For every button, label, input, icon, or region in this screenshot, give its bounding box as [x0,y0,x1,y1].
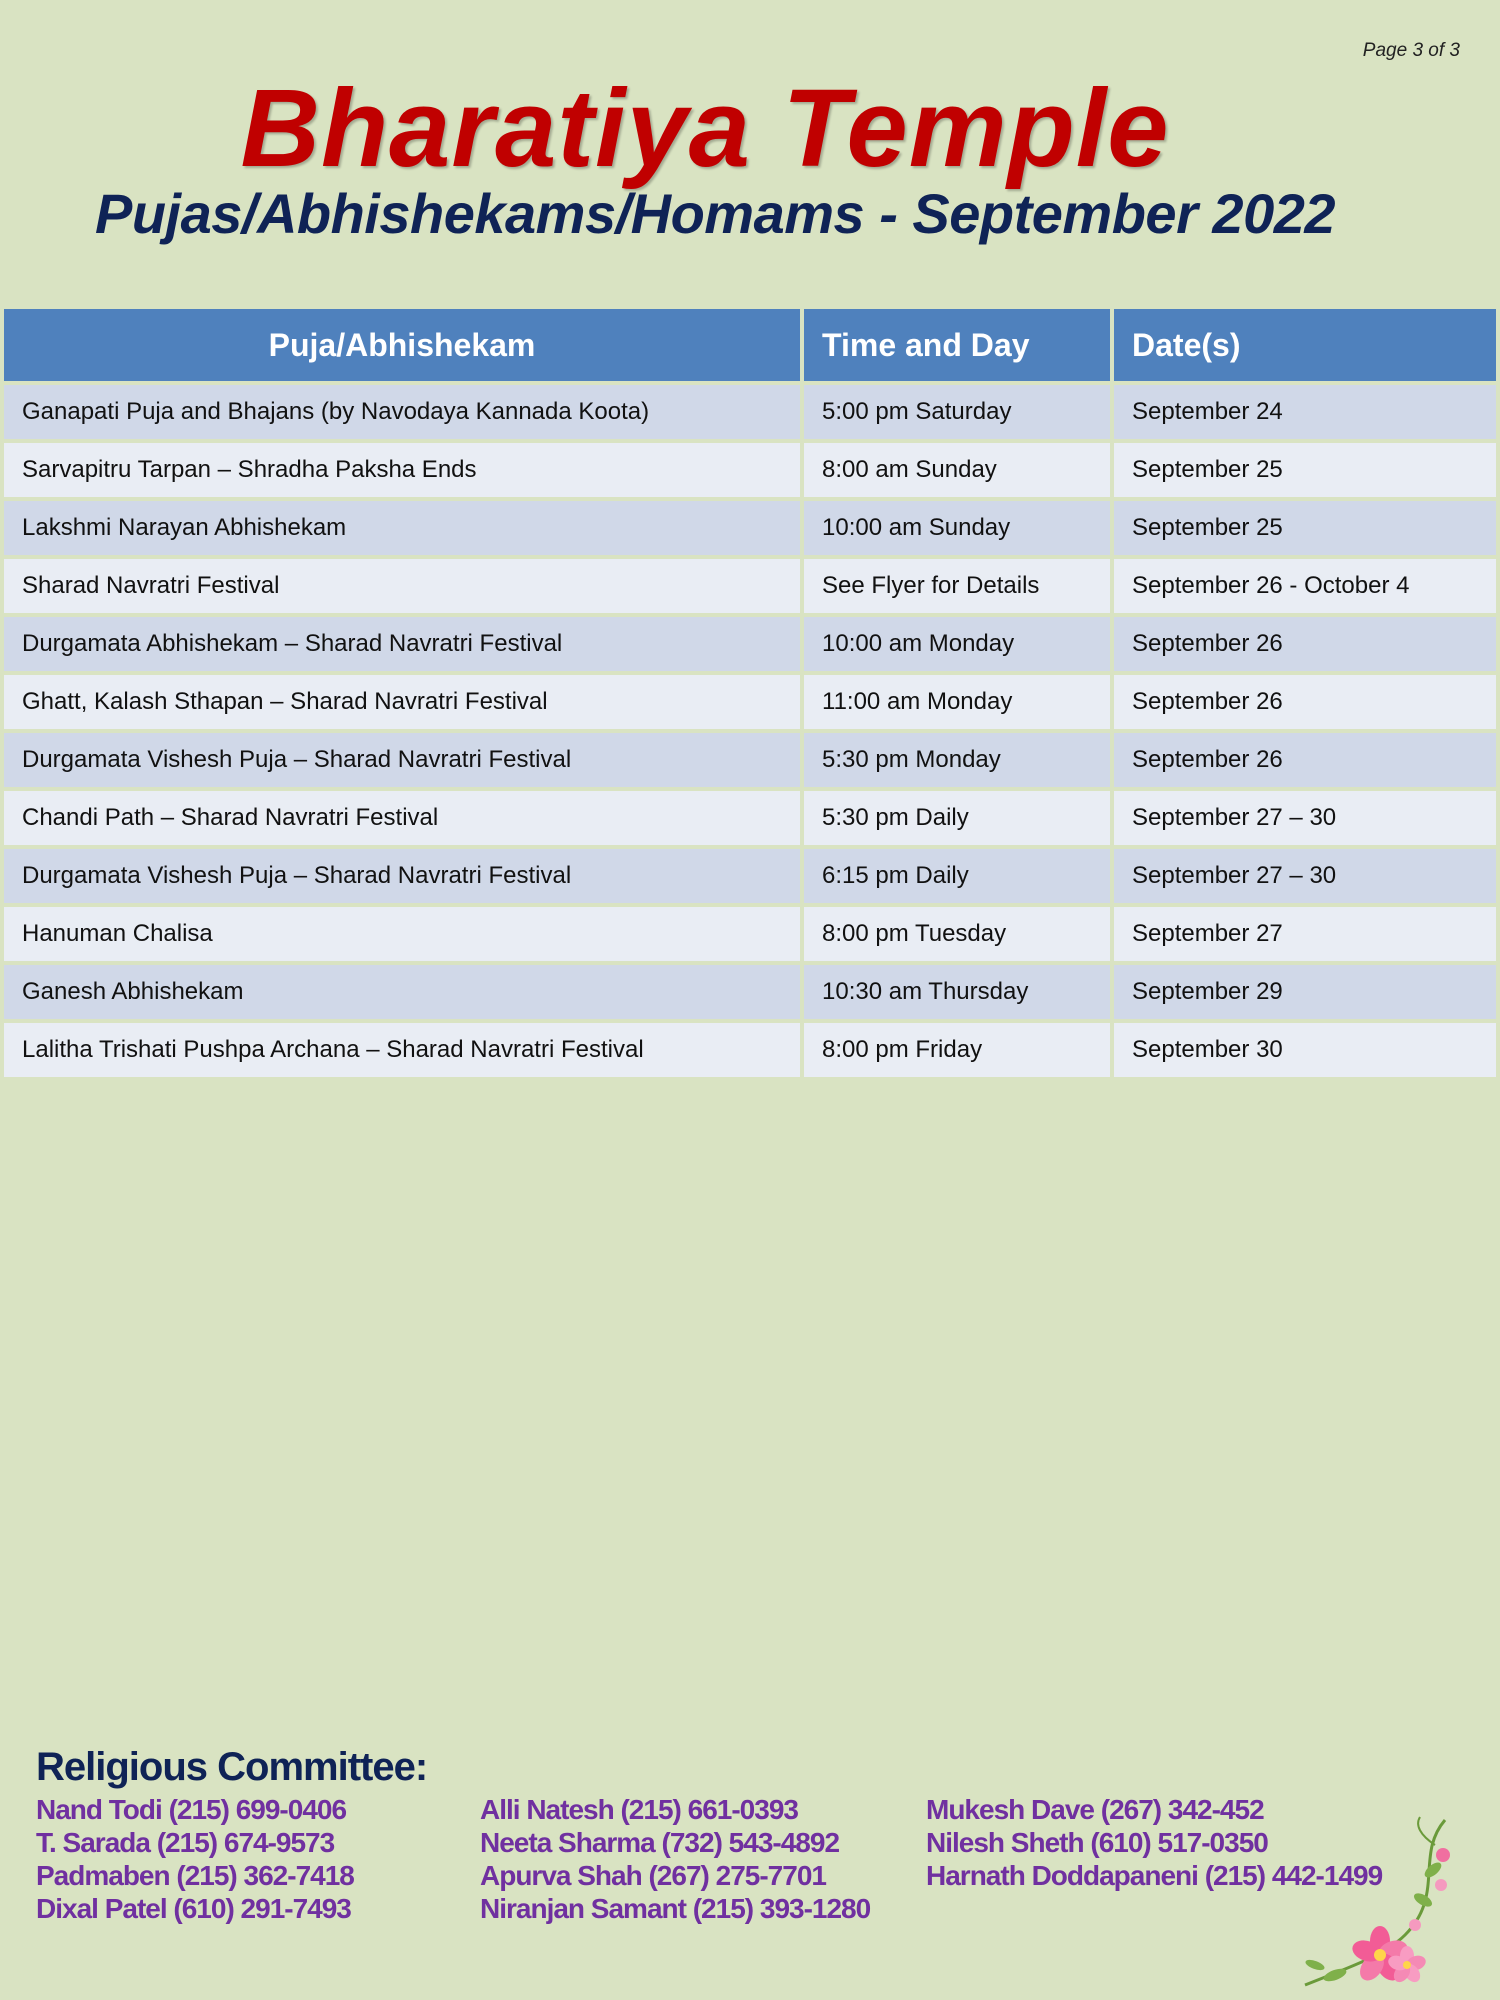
table-row [4,733,1496,787]
puja-name: Ghatt, Kalash Sthapan – Sharad Navratri Festival [4,675,800,729]
puja-time: 10:00 am Monday [804,617,1110,671]
committee-member: Nilesh Sheth (610) 517-0350 [926,1827,1268,1858]
committee-heading: Religious Committee: [36,1745,428,1789]
table-row [4,501,1496,555]
temple-title: Bharatiya Temple [240,67,1170,190]
table-row [4,965,1496,1019]
puja-date: September 27 – 30 [1114,791,1496,845]
table-row [4,617,1496,671]
puja-time: 8:00 pm Tuesday [804,907,1110,961]
table-row [4,791,1496,845]
puja-time: See Flyer for Details [804,559,1110,613]
puja-name: Ganesh Abhishekam [4,965,800,1019]
puja-name: Lalitha Trishati Pushpa Archana – Sharad Navratri Festival [4,1023,800,1077]
committee-member: Apurva Shah (267) 275-7701 [480,1860,826,1891]
committee-member: Neeta Sharma (732) 543-4892 [480,1827,840,1858]
committee-members [36,1794,1446,1926]
puja-time: 11:00 am Monday [804,675,1110,729]
table-row [4,849,1496,903]
puja-date: September 29 [1114,965,1496,1019]
header-puja: Puja/Abhishekam [4,309,800,381]
header-time-day: Time and Day [804,309,1110,381]
committee-member: Nand Todi (215) 699-0406 [36,1794,347,1825]
table-row [4,385,1496,439]
table-row [4,559,1496,613]
puja-name: Durgamata Abhishekam – Sharad Navratri Festival [4,617,800,671]
puja-time: 5:30 pm Monday [804,733,1110,787]
header-dates: Date(s) [1114,309,1496,381]
puja-name: Durgamata Vishesh Puja – Sharad Navratri Festival [4,849,800,903]
committee-member: Padmaben (215) 362-7418 [36,1860,354,1891]
schedule-subtitle: Pujas/Abhishekams/Homams - September 2022 [94,182,1336,245]
page-number: Page 3 of 3 [1362,40,1460,61]
schedule-table [0,305,1500,1081]
flower-decoration-icon [1295,1815,1455,1995]
committee-member: Dixal Patel (610) 291-7493 [36,1893,351,1924]
puja-date: September 27 – 30 [1114,849,1496,903]
table-row [4,675,1496,729]
puja-name: Hanuman Chalisa [4,907,800,961]
committee-member: Niranjan Samant (215) 393-1280 [480,1893,871,1924]
table-row [4,907,1496,961]
puja-name: Ganapati Puja and Bhajans (by Navodaya Kannada Koota) [4,385,800,439]
puja-date: September 27 [1114,907,1496,961]
religious-committee [36,1745,1446,1926]
puja-name: Chandi Path – Sharad Navratri Festival [4,791,800,845]
puja-time: 8:00 am Sunday [804,443,1110,497]
puja-date: September 26 [1114,675,1496,729]
puja-date: September 24 [1114,385,1496,439]
committee-member: T. Sarada (215) 674-9573 [36,1827,335,1858]
puja-time: 5:00 pm Saturday [804,385,1110,439]
puja-name: Sarvapitru Tarpan – Shradha Paksha Ends [4,443,800,497]
puja-date: September 30 [1114,1023,1496,1077]
puja-time: 10:00 am Sunday [804,501,1110,555]
puja-time: 6:15 pm Daily [804,849,1110,903]
table-row [4,443,1496,497]
puja-time: 10:30 am Thursday [804,965,1110,1019]
table-row [4,1023,1496,1077]
committee-member: Alli Natesh (215) 661-0393 [480,1794,798,1825]
table-header-row [4,309,1496,381]
puja-name: Lakshmi Narayan Abhishekam [4,501,800,555]
puja-name: Durgamata Vishesh Puja – Sharad Navratri Festival [4,733,800,787]
puja-time: 8:00 pm Friday [804,1023,1110,1077]
committee-member: Mukesh Dave (267) 342-452 [926,1794,1264,1825]
puja-date: September 26 [1114,617,1496,671]
puja-name: Sharad Navratri Festival [4,559,800,613]
puja-date: September 25 [1114,443,1496,497]
puja-time: 5:30 pm Daily [804,791,1110,845]
puja-date: September 26 [1114,733,1496,787]
committee-member: Harnath Doddapaneni (215) 442-1499 [926,1860,1383,1891]
puja-date: September 25 [1114,501,1496,555]
puja-date: September 26 - October 4 [1114,559,1496,613]
